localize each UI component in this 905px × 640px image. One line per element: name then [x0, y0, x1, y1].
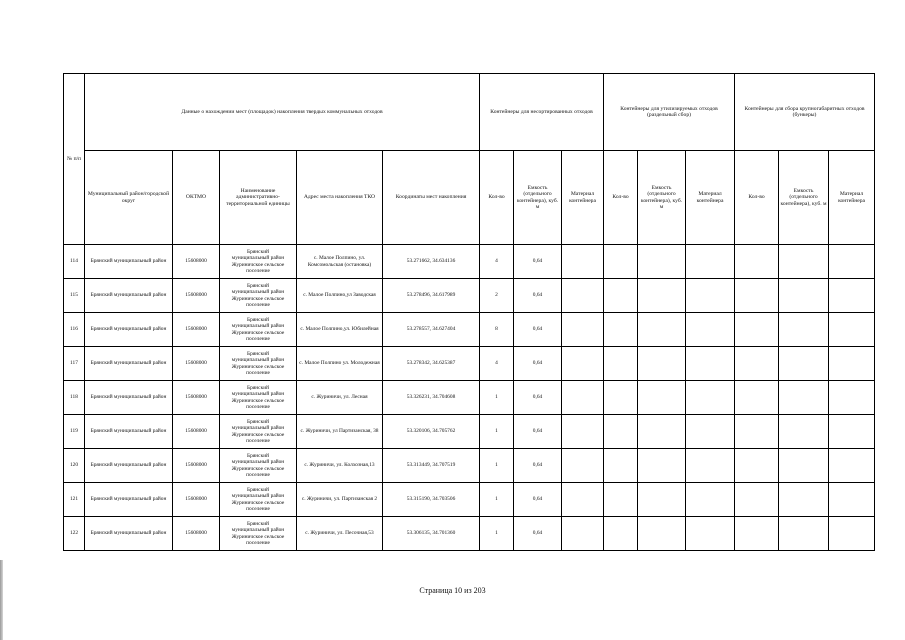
header-address: Адрес места накопления ТКО — [297, 151, 383, 245]
row-district: Брянский муниципальный район — [85, 415, 173, 449]
row-unit-name-line: Брянский — [247, 351, 269, 358]
row-coords: 53.306135, 34.701360 — [383, 517, 480, 551]
row-unit-name-line: муниципальный район — [231, 323, 285, 330]
row-count: 1 — [480, 517, 514, 551]
empty-cell — [686, 245, 735, 279]
empty-cell — [604, 483, 638, 517]
row-unit-name — [220, 483, 297, 517]
row-unit-name-line: Журиничское сельское — [231, 499, 285, 506]
row-unit-name-line: муниципальный район — [231, 527, 285, 534]
row-unit-name-line: Брянский — [247, 521, 269, 528]
empty-cell — [562, 415, 604, 449]
empty-cell — [735, 347, 779, 381]
empty-cell — [735, 517, 779, 551]
empty-cell — [686, 483, 735, 517]
empty-cell — [735, 313, 779, 347]
empty-cell — [562, 449, 604, 483]
row-num: 116 — [64, 313, 85, 347]
empty-cell — [638, 415, 686, 449]
row-num: 119 — [64, 415, 85, 449]
row-capacity: 0,64 — [514, 381, 562, 415]
scan-edge-shadow — [0, 560, 3, 640]
header-location-group: Данные о нахождении мест (площадок) накопления твердых коммунальных отходов — [85, 74, 480, 151]
row-unit-name-line: поселение — [246, 267, 270, 274]
row-unit-name-line: Брянский — [247, 453, 269, 460]
row-address: с. Журиничи, ул. Песочная,53 — [297, 517, 383, 551]
empty-cell — [735, 245, 779, 279]
table-row — [64, 483, 875, 517]
empty-cell — [779, 517, 829, 551]
row-capacity: 0,64 — [514, 483, 562, 517]
row-unit-name-line: муниципальный район — [231, 357, 285, 364]
empty-cell — [829, 517, 875, 551]
row-unit-name-line: поселение — [246, 403, 270, 410]
empty-cell — [604, 347, 638, 381]
empty-cell — [562, 381, 604, 415]
empty-cell — [638, 517, 686, 551]
row-unit-name-line: муниципальный район — [231, 289, 285, 296]
row-unit-name-line: муниципальный район — [231, 255, 285, 262]
row-capacity: 0,64 — [514, 449, 562, 483]
empty-cell — [562, 517, 604, 551]
row-num: 120 — [64, 449, 85, 483]
row-coords: 53.278496, 34.617989 — [383, 279, 480, 313]
row-unit-name-line: Журиничское сельское — [231, 295, 285, 302]
row-unit-name-line: поселение — [246, 539, 270, 546]
header-coords: Координаты мест накопления — [383, 151, 480, 245]
table-row — [64, 449, 875, 483]
empty-cell — [829, 483, 875, 517]
header-separate-material: Материал контейнера — [686, 151, 735, 245]
header-num: № п/п — [64, 74, 85, 245]
table-row — [64, 279, 875, 313]
row-capacity: 0,64 — [514, 517, 562, 551]
row-coords: 53.326231, 34.704608 — [383, 381, 480, 415]
empty-cell — [686, 415, 735, 449]
row-unit-name-line: Брянский — [247, 385, 269, 392]
row-oktmo: 15608000 — [173, 245, 220, 279]
empty-cell — [638, 313, 686, 347]
row-unit-name — [220, 381, 297, 415]
row-district: Брянский муниципальный район — [85, 347, 173, 381]
empty-cell — [735, 483, 779, 517]
row-unit-name-line: Журиничское сельское — [231, 261, 285, 268]
row-unit-name — [220, 279, 297, 313]
empty-cell — [638, 245, 686, 279]
empty-cell — [829, 245, 875, 279]
row-unit-name-line: поселение — [246, 471, 270, 478]
header-unsorted-count: Кол-во — [480, 151, 514, 245]
row-unit-name — [220, 347, 297, 381]
header-bulky-group: Контейнеры для сбора крупногабаритных отходов (бункеры) — [735, 74, 875, 151]
row-coords: 53.320106, 34.705762 — [383, 415, 480, 449]
row-district: Брянский муниципальный район — [85, 449, 173, 483]
row-unit-name-line: поселение — [246, 437, 270, 444]
header-unit-name: Наименование административно-территориальной единицы — [220, 151, 297, 245]
row-district: Брянский муниципальный район — [85, 245, 173, 279]
row-coords: 53.278557, 34.627404 — [383, 313, 480, 347]
empty-cell — [779, 245, 829, 279]
row-count: 1 — [480, 415, 514, 449]
empty-cell — [735, 449, 779, 483]
row-oktmo: 15608000 — [173, 279, 220, 313]
empty-cell — [735, 279, 779, 313]
empty-cell — [638, 347, 686, 381]
empty-cell — [829, 381, 875, 415]
empty-cell — [604, 517, 638, 551]
empty-cell — [562, 313, 604, 347]
empty-cell — [604, 279, 638, 313]
row-unit-name-line: Журиничское сельское — [231, 465, 285, 472]
empty-cell — [779, 313, 829, 347]
table-row — [64, 415, 875, 449]
empty-cell — [735, 381, 779, 415]
row-coords: 53.278342, 34.625387 — [383, 347, 480, 381]
empty-cell — [604, 245, 638, 279]
row-unit-name — [220, 517, 297, 551]
empty-cell — [686, 449, 735, 483]
row-address: с. Малое Полпино,ул. Юбилейная — [297, 313, 383, 347]
empty-cell — [829, 415, 875, 449]
empty-cell — [686, 381, 735, 415]
row-unit-name-line: Брянский — [247, 419, 269, 426]
empty-cell — [829, 313, 875, 347]
table-row — [64, 245, 875, 279]
row-unit-name-line: поселение — [246, 301, 270, 308]
empty-cell — [686, 517, 735, 551]
header-unsorted-material: Материал контейнера — [562, 151, 604, 245]
row-count: 1 — [480, 483, 514, 517]
row-oktmo: 15608000 — [173, 347, 220, 381]
row-coords: 53.313449, 34.707519 — [383, 449, 480, 483]
empty-cell — [779, 381, 829, 415]
row-unit-name-line: Журиничское сельское — [231, 363, 285, 370]
empty-cell — [562, 483, 604, 517]
empty-cell — [779, 347, 829, 381]
empty-cell — [779, 483, 829, 517]
row-count: 4 — [480, 347, 514, 381]
header-unsorted-capacity: Емкость (отдельного контейнера), куб. м — [514, 151, 562, 245]
header-separate-capacity: Емкость (отдельного контейнера), куб. м — [638, 151, 686, 245]
row-unit-name-line: Журиничское сельское — [231, 533, 285, 540]
empty-cell — [638, 381, 686, 415]
empty-cell — [638, 449, 686, 483]
row-unit-name — [220, 449, 297, 483]
row-unit-name-line: поселение — [246, 369, 270, 376]
header-district: Муниципальный район/городской округ — [85, 151, 173, 245]
row-unit-name-line: поселение — [246, 335, 270, 342]
row-num: 115 — [64, 279, 85, 313]
empty-cell — [735, 415, 779, 449]
row-unit-name-line: Брянский — [247, 283, 269, 290]
header-bulky-capacity: Емкость (отдельного контейнера), куб. м — [779, 151, 829, 245]
row-address: с. Журиничи, ул. Лесная — [297, 381, 383, 415]
row-unit-name-line: муниципальный район — [231, 425, 285, 432]
row-district: Брянский муниципальный район — [85, 313, 173, 347]
empty-cell — [638, 483, 686, 517]
row-unit-name-line: Журиничское сельское — [231, 329, 285, 336]
header-row-columns — [64, 151, 875, 245]
row-capacity: 0,64 — [514, 313, 562, 347]
header-separate-group: Контейнеры для утилизируемых отходов (раздельный сбор) — [604, 74, 735, 151]
table-row — [64, 313, 875, 347]
row-address: с. Малое Полпино ул. Молодежная — [297, 347, 383, 381]
row-address: с. Журиничи, ул. Колхозная,13 — [297, 449, 383, 483]
row-unit-name-line: муниципальный район — [231, 459, 285, 466]
waste-sites-table — [63, 73, 875, 551]
row-coords: 53.271662, 34.634136 — [383, 245, 480, 279]
row-unit-name-line: Журиничское сельское — [231, 397, 285, 404]
table-row — [64, 381, 875, 415]
row-oktmo: 15608000 — [173, 517, 220, 551]
row-unit-name-line: Брянский — [247, 487, 269, 494]
row-unit-name-line: Журиничское сельское — [231, 431, 285, 438]
row-count: 4 — [480, 245, 514, 279]
row-num: 117 — [64, 347, 85, 381]
row-oktmo: 15608000 — [173, 313, 220, 347]
row-oktmo: 15608000 — [173, 415, 220, 449]
empty-cell — [604, 381, 638, 415]
header-oktmo: ОКТМО — [173, 151, 220, 245]
row-district: Брянский муниципальный район — [85, 381, 173, 415]
empty-cell — [829, 279, 875, 313]
empty-cell — [829, 449, 875, 483]
row-address: с. Малое Полпино, ул. Комсомольская (остановка) — [297, 245, 383, 279]
empty-cell — [604, 415, 638, 449]
row-oktmo: 15608000 — [173, 483, 220, 517]
row-unit-name-line: муниципальный район — [231, 493, 285, 500]
row-oktmo: 15608000 — [173, 381, 220, 415]
empty-cell — [604, 313, 638, 347]
row-oktmo: 15608000 — [173, 449, 220, 483]
row-address: с. Журиничи, ул. Партизанская 2 — [297, 483, 383, 517]
empty-cell — [686, 347, 735, 381]
row-address: с. Малое Полпино,ул Заводская — [297, 279, 383, 313]
row-num: 122 — [64, 517, 85, 551]
empty-cell — [686, 313, 735, 347]
row-capacity: 0,64 — [514, 415, 562, 449]
header-unsorted-group: Контейнеры для несортированных отходов — [480, 74, 604, 151]
empty-cell — [829, 347, 875, 381]
row-unit-name-line: поселение — [246, 505, 270, 512]
row-count: 2 — [480, 279, 514, 313]
empty-cell — [562, 279, 604, 313]
header-separate-count: Кол-во — [604, 151, 638, 245]
empty-cell — [779, 449, 829, 483]
row-num: 121 — [64, 483, 85, 517]
header-row-groups — [64, 74, 875, 151]
row-district: Брянский муниципальный район — [85, 483, 173, 517]
row-unit-name — [220, 245, 297, 279]
empty-cell — [604, 449, 638, 483]
empty-cell — [562, 245, 604, 279]
row-count: 1 — [480, 449, 514, 483]
row-unit-name-line: муниципальный район — [231, 391, 285, 398]
empty-cell — [779, 415, 829, 449]
row-unit-name-line: Брянский — [247, 249, 269, 256]
row-num: 114 — [64, 245, 85, 279]
row-count: 1 — [480, 381, 514, 415]
row-count: 8 — [480, 313, 514, 347]
header-bulky-count: Кол-во — [735, 151, 779, 245]
empty-cell — [779, 279, 829, 313]
row-capacity: 0,64 — [514, 279, 562, 313]
row-district: Брянский муниципальный район — [85, 517, 173, 551]
row-district: Брянский муниципальный район — [85, 279, 173, 313]
header-bulky-material: Материал контейнера — [829, 151, 875, 245]
row-address: с. Журиничи, ул Партизанская, 38 — [297, 415, 383, 449]
table-row — [64, 347, 875, 381]
row-unit-name-line: Брянский — [247, 317, 269, 324]
row-num: 118 — [64, 381, 85, 415]
row-unit-name — [220, 313, 297, 347]
row-unit-name — [220, 415, 297, 449]
row-coords: 53.315190, 34.703506 — [383, 483, 480, 517]
row-capacity: 0,64 — [514, 245, 562, 279]
page-number: Страница 10 из 203 — [419, 586, 486, 595]
empty-cell — [562, 347, 604, 381]
table-row — [64, 517, 875, 551]
empty-cell — [686, 279, 735, 313]
empty-cell — [638, 279, 686, 313]
row-capacity: 0,64 — [514, 347, 562, 381]
